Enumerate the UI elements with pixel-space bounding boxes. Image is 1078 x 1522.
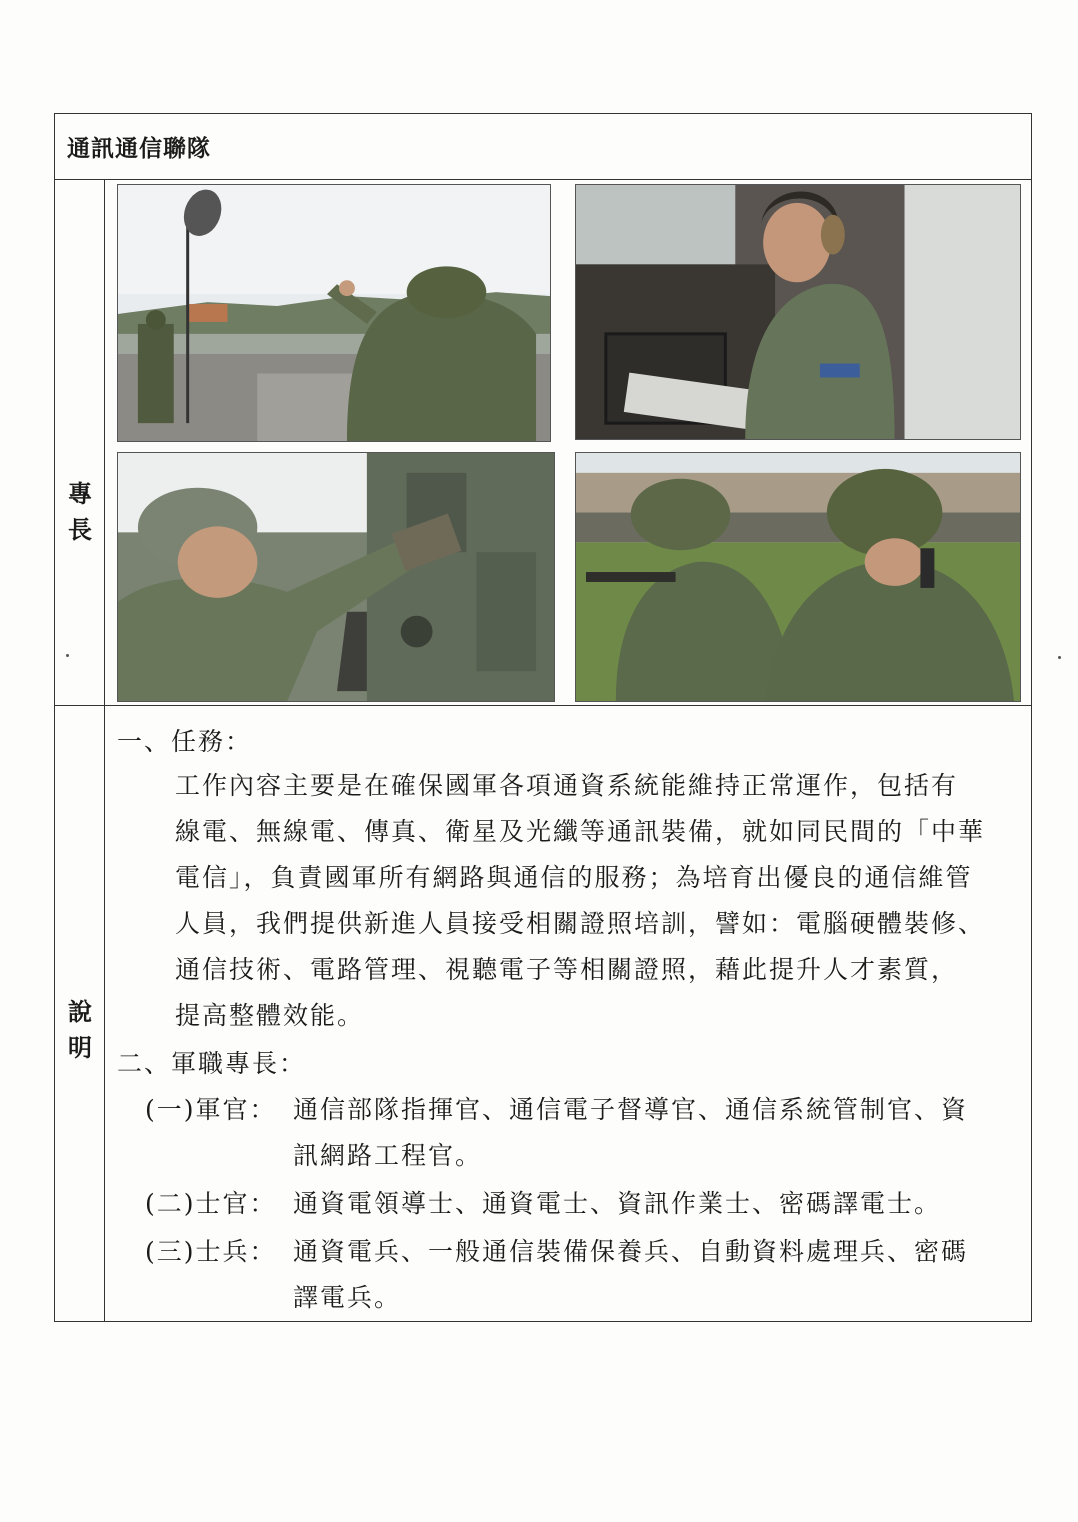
specialty-char-1: 專 <box>68 480 92 508</box>
officer-label: (一)軍官： <box>145 1095 277 1124</box>
title-row <box>55 114 1031 180</box>
description-label <box>55 994 105 1066</box>
description-area <box>105 706 1031 1321</box>
soldier-label: (三)士兵： <box>145 1237 277 1266</box>
nco-label: (二)士官： <box>145 1189 277 1218</box>
description-char-1: 說 <box>68 998 92 1026</box>
description-char-2: 明 <box>68 1034 92 1062</box>
document-title: 通訊通信聯隊 <box>67 136 211 162</box>
section1-heading: 一、任務： <box>117 727 253 756</box>
photo-grid <box>105 180 1031 706</box>
antenna-soldier-photo <box>117 184 551 442</box>
specialty-label-cell <box>55 180 105 706</box>
field-radio-photo <box>575 452 1021 702</box>
section1-line: 電信」，負責國軍所有網路與通信的服務；為培育出優良的通信維管 <box>175 863 973 892</box>
section1-line: 人員，我們提供新進人員接受相關證照培訓，譬如：電腦硬體裝修、 <box>175 909 986 938</box>
section1-line: 通信技術、電路管理、視聽電子等相關證照，藉此提升人才素質， <box>175 955 959 984</box>
nco-line: 通資電領導士、通資電士、資訊作業士、密碼譯電士。 <box>293 1189 942 1218</box>
document-table <box>54 113 1032 1322</box>
section2-heading: 二、軍職專長： <box>117 1049 307 1078</box>
officer-line: 訊網路工程官。 <box>293 1141 483 1170</box>
soldier-line: 譯電兵。 <box>293 1283 402 1312</box>
description-label-cell <box>55 706 105 1321</box>
officer-line: 通信部隊指揮官、通信電子督導官、通信系統管制官、資 <box>293 1095 969 1124</box>
specialty-label <box>55 476 105 548</box>
scan-dot <box>1058 656 1061 659</box>
soldier-line: 通資電兵、一般通信裝備保養兵、自動資料處理兵、密碼 <box>293 1237 969 1266</box>
equipment-maintenance-photo <box>117 452 555 702</box>
section1-line: 工作內容主要是在確保國軍各項通資系統能維持正常運作，包括有 <box>175 771 959 800</box>
section1-line: 線電、無線電、傳真、衛星及光纖等通訊裝備，就如同民間的「中華 <box>175 817 986 846</box>
radio-operator-photo <box>575 184 1021 440</box>
specialty-char-2: 長 <box>68 516 92 544</box>
section1-line: 提高整體效能。 <box>175 1001 365 1030</box>
